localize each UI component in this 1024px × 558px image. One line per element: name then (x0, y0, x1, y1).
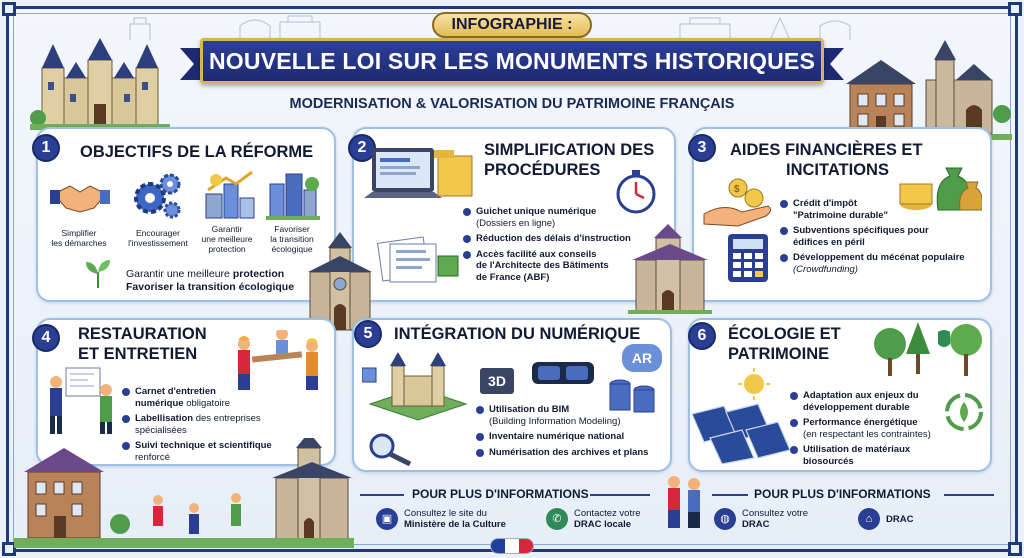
solar-panels-icon (690, 368, 794, 464)
people-illustration (660, 472, 708, 530)
procedures-list: Guichet unique numérique (Dossiers en ligne) Réduction des délais d'instruction Accès facilité aux conseils de l'Architecte des Bâtiments de France (ABF) (463, 206, 663, 287)
hand-with-coins-icon (702, 172, 778, 228)
restoration-list: Carnet d'entretien numérique obligatoire Labellisation des entreprises spécialisées Suivi technique et scientifique renforcé (122, 386, 332, 467)
eco-buildings-icon (266, 170, 320, 220)
frame-corner (1008, 542, 1022, 556)
panel-number: 1 (32, 134, 60, 162)
trees-illustration (868, 314, 988, 380)
institution-icon: ⌂ (858, 508, 880, 530)
footer-title-right: POUR PLUS D'INFORMATIONS (754, 487, 931, 501)
website-icon: ▣ (376, 508, 398, 530)
church-and-manor-illustration (846, 40, 1012, 140)
footer-divider (360, 494, 404, 496)
frame-corner (1008, 2, 1022, 16)
architects-illustration (44, 366, 120, 436)
link-ministere-culture[interactable]: ▣ Consultez le site du Ministère de la Culture (376, 508, 506, 530)
objectives-summary: Garantir une meilleure protection Favoriser la transition écologique (126, 268, 295, 293)
french-flag (490, 538, 534, 554)
vr-goggles-icon (528, 356, 598, 392)
ecology-list: Adaptation aux enjeux du développement durable Performance énergétique (en respectant les contraintes) Utilisation de matériaux biosourcés (790, 390, 950, 471)
protection-icon (202, 170, 258, 220)
handshake-icon (50, 176, 110, 220)
panel-title: SIMPLIFICATION DES PROCÉDURES (484, 141, 655, 179)
calculator-icon (726, 232, 770, 284)
phone-icon: ✆ (546, 508, 568, 530)
infographic-tag: INFOGRAPHIE : (432, 12, 592, 38)
subtitle: MODERNISATION & VALORISATION DU PATRIMOINE FRANÇAIS (289, 96, 735, 112)
digital-list: Utilisation du BIM (Building Information Modeling) Inventaire numérique national Numérisation des archives et plans (476, 404, 666, 462)
panel-title: ÉCOLOGIE ET PATRIMOINE (728, 325, 841, 363)
gears-icon (128, 172, 184, 220)
banner-ribbon-left (180, 48, 202, 80)
objective-invest: Encourager l'investissement (128, 228, 188, 248)
panel-number: 4 (32, 324, 60, 352)
frame-corner (2, 2, 16, 16)
panel-number: 5 (354, 320, 382, 348)
link-drac-locale[interactable]: ✆ Contactez votre DRAC locale (546, 508, 641, 530)
panel-title: RESTAURATION ET ENTRETIEN (78, 325, 207, 363)
ar-badge: AR (622, 344, 662, 372)
magnifier-icon (366, 430, 416, 466)
link-drac-web[interactable]: ◍ Consultez votre DRAC (714, 508, 808, 530)
main-title: NOUVELLE LOI SUR LES MONUMENTS HISTORIQUES (200, 38, 824, 84)
town-illustration (14, 438, 354, 548)
gothic-church-illustration (628, 224, 712, 314)
svg-text:$: $ (734, 184, 740, 195)
panel-title: AIDES FINANCIÈRES ET INCITATIONS (730, 141, 923, 179)
3d-badge: 3D (480, 368, 514, 394)
panel-number: 6 (688, 322, 716, 350)
globe-icon: ◍ (714, 508, 736, 530)
objective-ecology: Favoriser la transition écologique (270, 224, 314, 254)
footer-divider (712, 494, 748, 496)
3d-castle-model-icon (362, 352, 472, 432)
panel-title: OBJECTIFS DE LA RÉFORME (80, 143, 314, 161)
objective-protection: Garantir une meilleure protection (201, 224, 253, 254)
castle-illustration (30, 38, 170, 130)
cathedral-illustration (300, 232, 380, 332)
panel-number: 2 (348, 134, 376, 162)
footer-title-left: POUR PLUS D'INFORMATIONS (412, 487, 589, 501)
sprout-icon (82, 258, 114, 290)
link-drac[interactable]: ⌂ DRAC (858, 508, 913, 530)
banner-ribbon-right (822, 48, 844, 80)
financial-list: Crédit d'impôt "Patrimoine durable" Subventions spécifiques pour édifices en péril Développement du mécénat populaire (Crowdfunding) (780, 198, 980, 279)
objective-simplify: Simplifier les démarches (51, 228, 107, 248)
panel-title: INTÉGRATION DU NUMÉRIQUE (394, 325, 641, 343)
workers-illustration (232, 324, 326, 392)
footer-divider (590, 494, 650, 496)
laptop-and-folders-icon (364, 140, 476, 220)
recycle-energy-icon (944, 392, 984, 432)
documents-icon (376, 236, 460, 284)
footer-divider (944, 494, 994, 496)
panel-number: 3 (688, 134, 716, 162)
